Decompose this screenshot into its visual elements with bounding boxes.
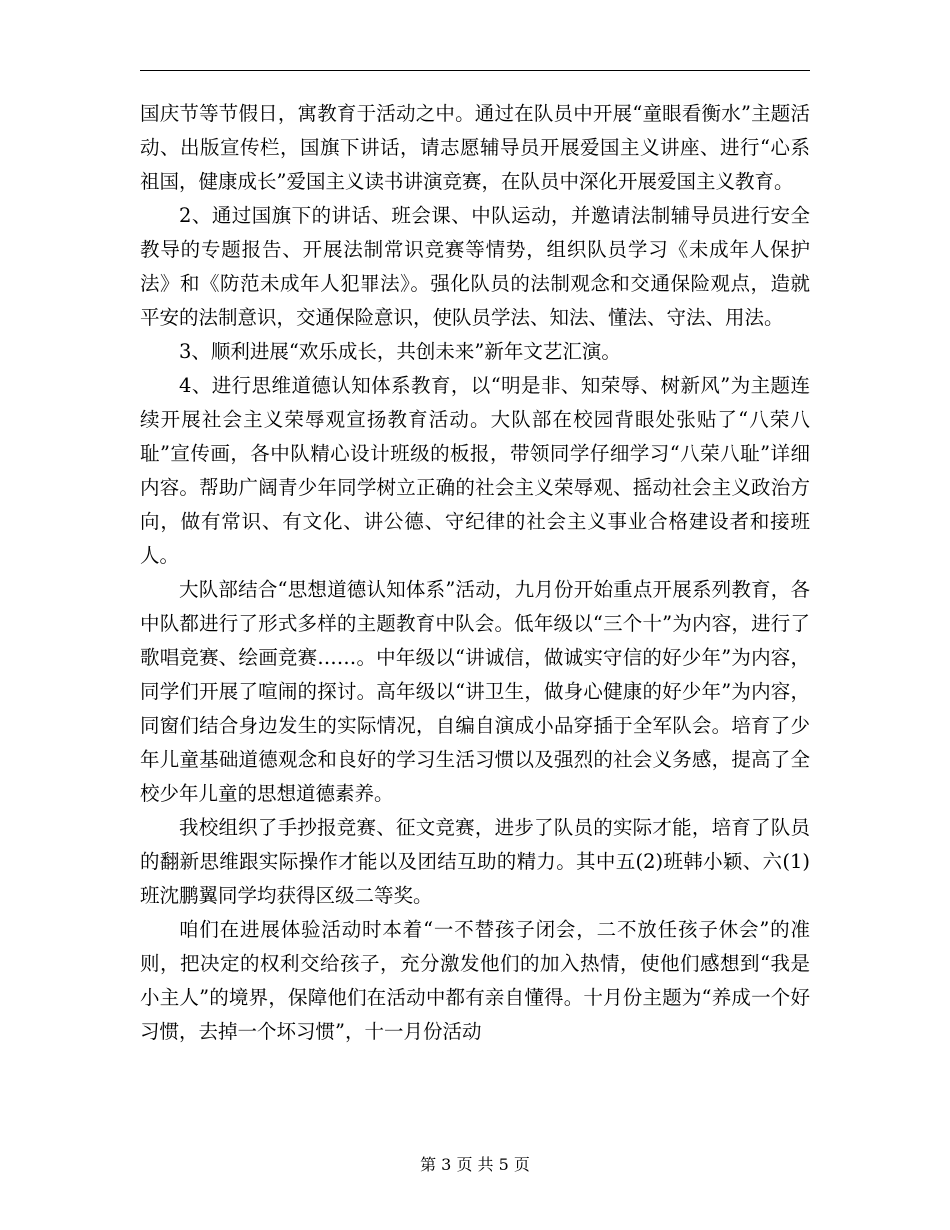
paragraph-5: 大队部结合“思想道德认知体系”活动，九月份开始重点开展系列教育，各中队都进行了形式多样的主题教育中队会。低年级以“三个十”为内容，进行了歌唱竞赛、绘画竞赛……。中年级以“讲诚信，做诚实守信的好少年”为内容，同学们开展了喧闹的探讨。高年级以“讲卫生，做身心健康的好少年”为内容，同窗们结合身边发生的实际情况，自编自演成小品穿插于全军队会。培育了少年儿童基础道德观念和良好的学习生活习惯以及强烈的社会义务感，提高了全校少年儿童的思想道德素养。 [140,578,810,805]
paragraph-6: 我校组织了手抄报竞赛、征文竞赛，进步了队员的实际才能，培育了队员的翻新思维跟实际操作才能以及团结互助的精力。其中五(2)班韩小颖、六(1)班沈鹏翼同学均获得区级二等奖。 [140,816,810,907]
paragraph-3: 3、顺利进展“欢乐成长，共创未来”新年文艺汇演。 [179,340,621,363]
header-rule [140,70,810,71]
body-text [140,97,810,1049]
paragraph-1: 国庆节等节假日，寓教育于活动之中。通过在队员中开展“童眼看衡水”主题活动、出版宣传栏，国旗下讲话，请志愿辅导员开展爱国主义讲座、进行“心系祖国，健康成长”爱国主义读书讲演竞赛，在队员中深化开展爱国主义教育。 [140,102,810,193]
paragraph-4: 4、进行思维道德认知体系教育，以“明是非、知荣辱、树新风”为主题连续开展社会主义荣辱观宣扬教育活动。大队部在校园背眼处张贴了“八荣八耻”宣传画，各中队精心设计班级的板报，带领同学仔细学习“八荣八耻”详细内容。帮助广阔青少年同学树立正确的社会主义荣辱观、摇动社会主义政治方向，做有常识、有文化、讲公德、守纪律的社会主义事业合格建设者和接班人。 [140,374,810,567]
paragraph-2: 2、通过国旗下的讲话、班会课、中队运动，并邀请法制辅导员进行安全教导的专题报告、开展法制常识竞赛等情势，组织队员学习《未成年人保护法》和《防范未成年人犯罪法》。强化队员的法制观念和交通保险观点，造就平安的法制意识，交通保险意识，使队员学法、知法、懂法、守法、用法。 [140,204,810,329]
page-footer: 第 3 页 共 5 页 [420,1155,530,1174]
paragraph-7: 咱们在进展体验活动时本着“一不替孩子闭会，二不放任孩子休会”的准则，把决定的权利交给孩子，充分激发他们的加入热情，使他们感想到“我是小主人”的境界，保障他们在活动中都有亲自懂得。十月份主题为“养成一个好习惯，去掉一个坏习惯”，十一月份活动 [140,918,810,1043]
